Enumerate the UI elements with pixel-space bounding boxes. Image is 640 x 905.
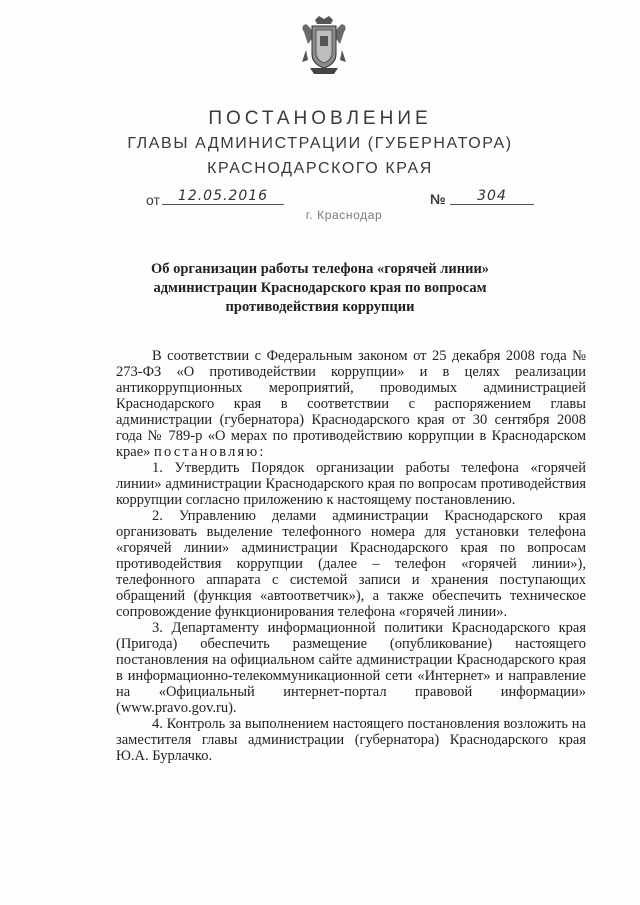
number-sign-label: № (430, 191, 446, 207)
clause-3: 3. Департаменту информационной политики Краснодарского края (Пригода) обеспечить размещение (опубликование) настоящего постановления на официальном сайте администрации Краснодарского края в информационно-телекоммуникационной сети «Интернет» и направление на «Официальный интернет-портал правовой информации» (www.pravo.gov.ru). (116, 620, 586, 716)
coat-of-arms-emblem (298, 14, 350, 80)
preamble-paragraph (116, 348, 586, 460)
region-heading: КРАСНОДАРСКОГО КРАЯ (207, 160, 433, 177)
title-line: администрации Краснодарского края по вопросам (153, 280, 487, 296)
city-label: г. Краснодар (305, 208, 383, 222)
document-type-heading: ПОСТАНОВЛЕНИЕ (208, 108, 432, 129)
handwritten-date: 12.05.2016 (162, 188, 284, 205)
document-body (116, 348, 586, 764)
preamble-text: В соответствии с Федеральным законом от 25 декабря 2008 года № 273-ФЗ «О противодействии коррупции» и в целях реализации антикоррупционных мероприятий, проводимых администрацией Краснодарского края в соответствии с распоряжением главы администрации (губернатора) Краснодарского края от 30 сентября 2008 года № 789-р «О мерах по противодействию коррупции в Краснодарском крае» (116, 348, 586, 460)
title-line: Об организации работы телефона «горячей линии» (150, 261, 490, 277)
decree-word: постановляю: (154, 444, 266, 460)
date-prefix-label: от (146, 192, 160, 208)
clause-4: 4. Контроль за выполнением настоящего постановления возложить на заместителя главы администрации (губернатора) Краснодарского края Ю.А. Бурлачко. (116, 716, 586, 764)
clause-2: 2. Управлению делами администрации Краснодарского края организовать выделение телефонного номера для установки телефона «горячей линии» администрации Краснодарского края по вопросам противодействия коррупции (далее – телефон «горячей линии»), телефонного аппарата с системой записи и хранения поступающих обращений (функция «автоответчик»), а также обеспечить техническое сопровождение функционирования телефона «горячей линии». (116, 508, 586, 620)
clause-1: 1. Утвердить Порядок организации работы телефона «горячей линии» администрации Краснодарского края по вопросам противодействия коррупции согласно приложению к настоящему постановлению. (116, 460, 586, 508)
handwritten-number: 304 (450, 188, 534, 205)
title-line: противодействия коррупции (225, 299, 415, 315)
document-title (110, 260, 530, 317)
issuer-heading: ГЛАВЫ АДМИНИСТРАЦИИ (ГУБЕРНАТОРА) (127, 135, 513, 152)
